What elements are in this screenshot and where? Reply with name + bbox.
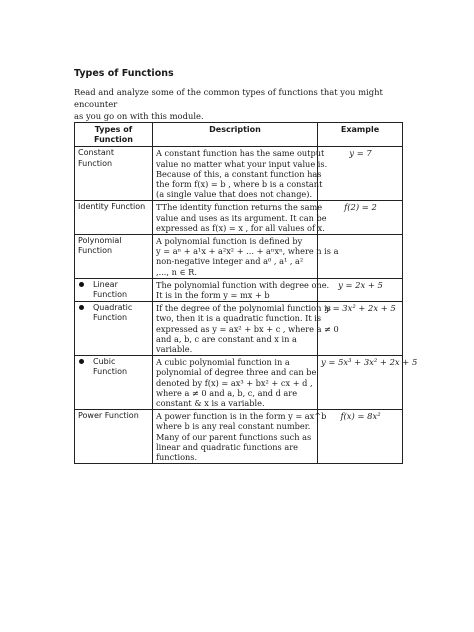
- description-line: (a single value that does not change).: [156, 189, 313, 200]
- description-line: It is in the form y = mx + b: [156, 290, 270, 301]
- example-cell: y = 3x² + 2x + 5: [318, 302, 403, 356]
- example-cell: f(x) = 8x²: [318, 410, 403, 464]
- bullet-icon: [79, 305, 84, 310]
- description-cell: [153, 235, 339, 279]
- description-cell: [153, 278, 330, 301]
- description-line: where a ≠ 0 and a, b, c, and d are: [156, 387, 298, 398]
- table-row: [75, 278, 403, 301]
- function-type-cell: [75, 410, 153, 464]
- description-line: where b is any real constant number.: [156, 421, 311, 432]
- example-cell: y = 2x + 5: [318, 278, 403, 301]
- table-row: [75, 147, 403, 201]
- description-line: expressed as y = ax² + bx + c , where a ≠ 0: [156, 323, 339, 334]
- description-line: A constant function has the same output: [156, 148, 325, 159]
- description-cell: [153, 201, 327, 235]
- table-row: [75, 235, 403, 279]
- description-line: ,..., n ∈ R.: [156, 266, 197, 277]
- description-line: functions.: [156, 452, 198, 463]
- description-cell: [153, 410, 327, 464]
- function-type-name: Function: [78, 246, 113, 256]
- table-row: [75, 201, 403, 235]
- function-type-name: Power Function: [78, 411, 139, 421]
- function-types-table: [74, 122, 418, 464]
- description-line: and a, b, c are constant and x in a: [156, 333, 297, 344]
- table-row: [75, 410, 403, 464]
- description-line: expressed as f(x) = x , for all values of x.: [156, 222, 325, 233]
- description-cell: [153, 302, 339, 356]
- description-line: value no matter what your input value is.: [156, 158, 328, 169]
- function-type-name: Quadratic: [93, 303, 133, 313]
- description-line: A polynomial function is defined by: [156, 236, 303, 247]
- description-line: linear and quadratic functions are: [156, 441, 298, 452]
- intro-line: Read and analyze some of the common types of functions that you might encounter: [74, 87, 383, 109]
- example-cell: y = 7: [318, 147, 403, 201]
- description-line: two, then it is a quadratic function. It is: [156, 313, 322, 324]
- description-line: polynomial of degree three and can be: [156, 367, 317, 378]
- table-row: [75, 356, 403, 410]
- function-type-cell: [75, 235, 153, 279]
- description-line: Because of this, a constant function has: [156, 168, 322, 179]
- function-type-cell: [75, 302, 153, 356]
- description-line: If the degree of the polynomial function is: [156, 303, 331, 314]
- description-line: Many of our parent functions such as: [156, 431, 312, 442]
- intro-paragraph: [74, 86, 414, 122]
- description-line: non-negative integer and a⁰ , a¹ , a²: [156, 256, 304, 267]
- function-type-name: Function: [93, 313, 128, 323]
- function-type-name: Identity Function: [78, 202, 146, 212]
- description-cell: [153, 147, 328, 201]
- description-line: variable.: [156, 344, 193, 355]
- bullet-icon: [79, 282, 84, 287]
- description-line: The polynomial function with degree one.: [156, 279, 330, 290]
- description-line: A cubic polynomial function in a: [156, 357, 290, 368]
- header-example: Example: [318, 123, 403, 147]
- description-line: A power function is in the form y = ax^b: [156, 411, 327, 422]
- description-line: TThe identity function returns the same: [156, 202, 323, 213]
- intro-line: as you go on with this module.: [74, 111, 204, 121]
- function-type-cell: [75, 278, 153, 301]
- header-types-of-function: Types of Function: [75, 123, 153, 147]
- header-description: Description: [153, 123, 318, 147]
- function-type-cell: [75, 356, 153, 410]
- description-cell: [153, 356, 318, 410]
- example-cell: y = 5x³ + 3x² + 2x + 5: [318, 356, 403, 410]
- function-type-cell: [75, 201, 153, 235]
- example-cell: f(2) = 2: [318, 201, 403, 235]
- description-line: denoted by f(x) = ax³ + bx² + cx + d ,: [156, 377, 313, 388]
- table-header-row: [75, 123, 403, 147]
- description-line: constant & x is a variable.: [156, 398, 265, 409]
- function-type-name: Cubic: [93, 357, 116, 367]
- function-type-name: Constant: [78, 148, 114, 158]
- section-title: Types of Functions: [74, 68, 174, 79]
- function-type-name: Function: [78, 158, 113, 168]
- description-line: the form f(x) = b , where b is a constant: [156, 179, 323, 190]
- description-line: y = aⁿ + a¹x + a²x² + ... + aⁿxⁿ, where n is a: [156, 246, 339, 257]
- function-type-name: Linear: [93, 279, 118, 289]
- bullet-icon: [79, 359, 84, 364]
- description-line: value and uses as its argument. It can be: [156, 212, 327, 223]
- function-type-name: Function: [93, 290, 128, 300]
- function-type-name: Polynomial: [78, 236, 122, 246]
- function-type-name: Function: [93, 367, 128, 377]
- table-row: [75, 302, 403, 356]
- function-type-cell: [75, 147, 153, 201]
- example-cell: [318, 235, 403, 279]
